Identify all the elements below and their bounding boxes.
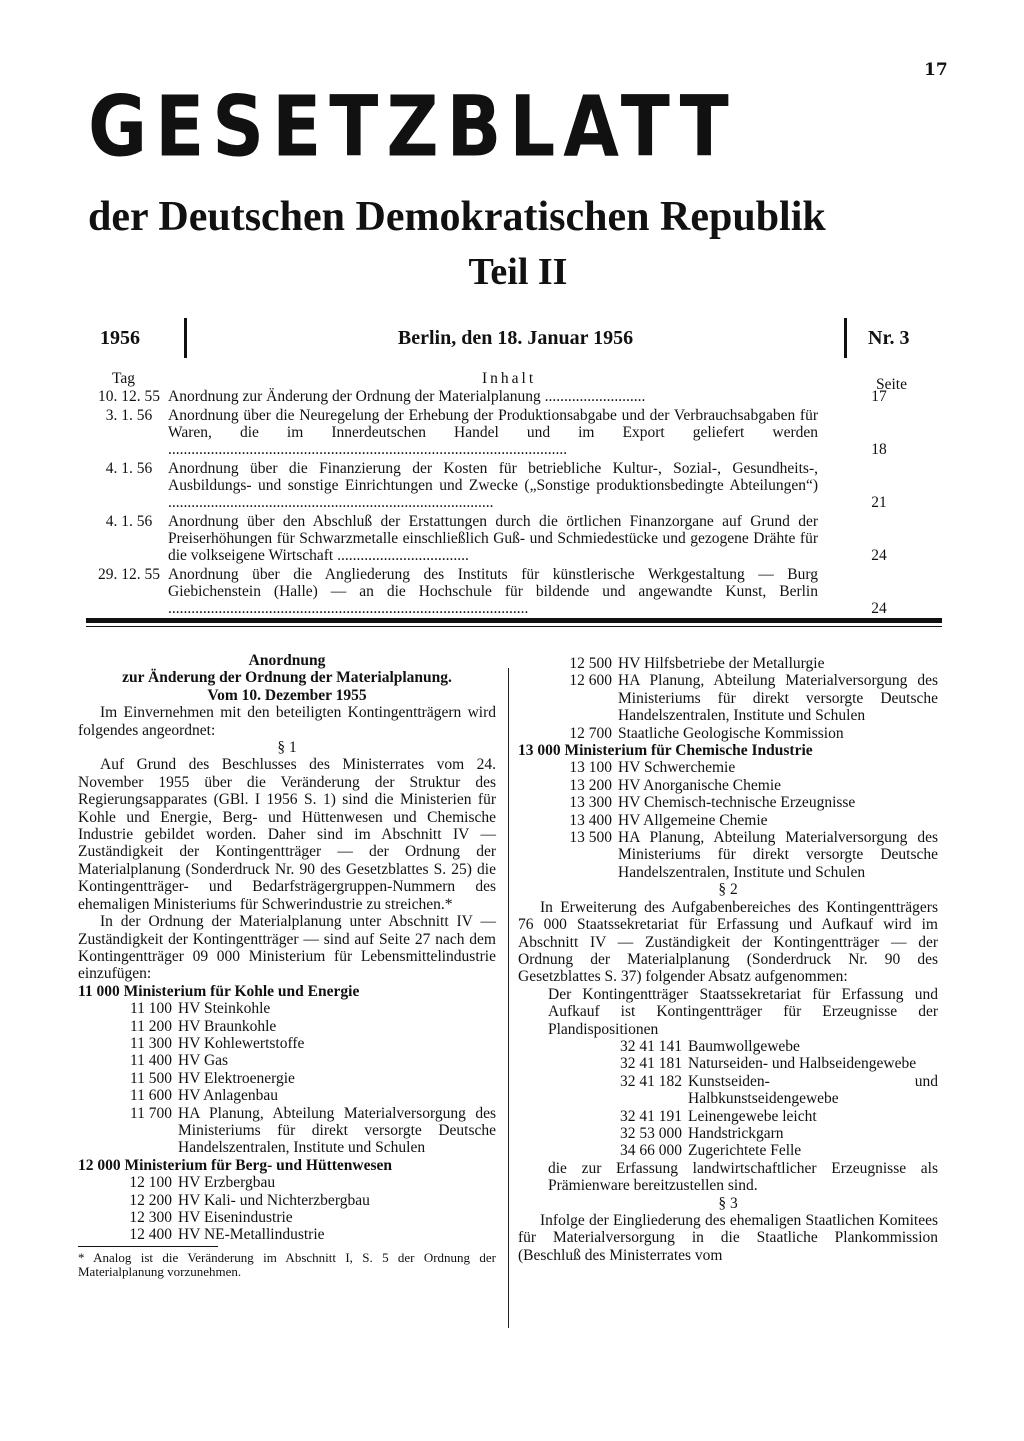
- list-item: [78, 1192, 496, 1209]
- sublist: [78, 1174, 496, 1244]
- divider-rule: [86, 618, 942, 623]
- item-code: 11 100: [129, 1000, 172, 1018]
- item-text: Baumwollgewebe: [688, 1037, 800, 1055]
- toc-item: [90, 513, 940, 564]
- item-code: 11 500: [129, 1069, 172, 1087]
- list-item: [78, 1000, 496, 1017]
- toc-date: 4. 1. 56: [105, 460, 153, 477]
- list-item: [518, 1055, 938, 1072]
- item-text: Leinengewebe leicht: [688, 1107, 817, 1125]
- ministry-name: Ministerium für Kohle und Energie: [123, 982, 360, 1000]
- ministry-heading: [518, 742, 938, 759]
- page-number: 17: [924, 60, 948, 80]
- masthead-subtitle: der Deutschen Demokratischen Republik: [88, 194, 826, 240]
- paragraph: Im Einvernehmen mit den beteiligten Kontingentträgern wird folgendes angeordnet:: [78, 704, 496, 739]
- item-code: 12 100: [129, 1174, 172, 1192]
- goods-list: [518, 1038, 938, 1160]
- item-code: 32 41 141: [620, 1037, 682, 1055]
- list-item: [78, 1105, 496, 1157]
- toc-page: 17: [871, 388, 887, 405]
- item-text: HV Kali- und Nichterzbergbau: [178, 1191, 370, 1209]
- issue-number: Nr. 3: [868, 327, 910, 349]
- toc-list: [90, 388, 940, 617]
- toc-page: 24: [871, 547, 887, 564]
- item-code: 12 600: [569, 672, 612, 690]
- list-item: [518, 812, 938, 829]
- item-code: 13 200: [569, 776, 612, 794]
- item-text: HV Anorganische Chemie: [618, 776, 782, 794]
- footnote-rule: [78, 1246, 218, 1247]
- item-code: 12 500: [569, 655, 612, 672]
- item-code: 13 500: [569, 829, 612, 847]
- item-text: HA Planung, Abteilung Materialversorgung des Ministeriums für direkt versorgte Deutsche Handelszentralen, Institute und Schulen: [178, 1104, 496, 1157]
- sublist: [518, 759, 938, 881]
- item-text: Naturseiden- und Halbseidengewebe: [688, 1055, 917, 1073]
- toc-col-seite: Seite: [876, 376, 907, 393]
- item-code: 32 41 191: [620, 1107, 682, 1125]
- item-text: HV Allgemeine Chemie: [618, 811, 768, 829]
- item-code: 34 66 000: [620, 1142, 682, 1160]
- column-rule: [508, 668, 509, 1328]
- list-item: [78, 1174, 496, 1191]
- item-code: 13 300: [569, 794, 612, 812]
- list-item: [518, 1142, 938, 1159]
- toc-date: 3. 1. 56: [105, 407, 153, 424]
- item-code: 12 200: [129, 1191, 172, 1209]
- item-code: 11 600: [129, 1087, 172, 1105]
- list-item: [518, 759, 938, 776]
- list-item: [78, 1070, 496, 1087]
- item-text: HA Planung, Abteilung Materialversorgung des Ministeriums für direkt versorgte Deutsche Handelszentralen, Institute und Schulen: [618, 672, 938, 725]
- issue-bar: [86, 318, 942, 358]
- list-item: [518, 777, 938, 794]
- section-heading: § 1: [277, 739, 297, 757]
- item-code: 12 400: [129, 1226, 172, 1244]
- item-code: 13 100: [569, 759, 612, 777]
- toc-col-tag: Tag: [112, 370, 136, 387]
- paragraph: In der Ordnung der Materialplanung unter Abschnitt IV — Zuständigkeit der Kontingentträger — sind auf Seite 27 nach dem Kontingentträger 09 000 Ministerium für Lebensmittelindustrie einzufügen:: [78, 913, 496, 983]
- article-title: Anordnung: [248, 652, 326, 669]
- toc-item: [90, 407, 940, 458]
- item-code: 12 700: [569, 724, 612, 742]
- item-text: Zugerichtete Felle: [688, 1142, 802, 1160]
- item-code: 32 41 182: [620, 1072, 682, 1090]
- part-label: Teil II: [468, 251, 568, 293]
- toc-text: Anordnung über die Finanzierung der Kosten für betriebliche Kultur-, Sozial-, Gesundheits-, Ausbildungs- und sonstige Einrichtungen und Zwecke („Sonstige produktionsbedingte Abteilungen“) ....................................................................................: [168, 460, 818, 511]
- sublist: [78, 1000, 496, 1157]
- item-code: 11 700: [129, 1104, 172, 1122]
- item-code: 32 53 000: [620, 1124, 682, 1142]
- toc-page: 24: [871, 600, 887, 617]
- section-heading: § 3: [718, 1194, 738, 1212]
- toc-header: [90, 368, 940, 393]
- list-item: [518, 725, 938, 742]
- list-item: [518, 655, 938, 672]
- toc-item: [90, 566, 940, 617]
- list-item: [518, 672, 938, 724]
- table-of-contents: [90, 368, 940, 619]
- toc-item: [90, 388, 940, 405]
- article-date: Vom 10. Dezember 1955: [207, 686, 367, 704]
- column-left: [78, 652, 496, 1279]
- list-item: [518, 1073, 938, 1108]
- list-item: [78, 1035, 496, 1052]
- footnote: * Analog ist die Veränderung im Abschnitt I, S. 5 der Ordnung der Materialplanung vorzunehmen.: [78, 1249, 496, 1279]
- item-code: 12 300: [129, 1209, 172, 1226]
- toc-page: 18: [871, 441, 887, 458]
- toc-text: Anordnung über den Abschluß der Erstattungen durch die örtlichen Finanzorgane auf Grund der Preiserhöhungen für Schwarzmetalle einschließlich Guß- und Schmiedestücke und gezogene Drähte für die volkseigene Wirtschaft ..................................: [168, 513, 818, 564]
- column-right: [518, 655, 938, 1264]
- item-text: HV Braunkohle: [178, 1017, 277, 1035]
- list-item: [518, 1108, 938, 1125]
- issue-year: 1956: [100, 327, 140, 349]
- item-code: 11 300: [129, 1034, 172, 1052]
- quote-end: die zur Erfassung landwirtschaftlicher Erzeugnisse als Prämienware bereitzustellen sind.: [548, 1159, 938, 1195]
- list-item: [518, 1125, 938, 1142]
- item-code: 13 400: [569, 811, 612, 829]
- article-subtitle: zur Änderung der Ordnung der Materialplanung.: [122, 669, 452, 687]
- toc-page: 21: [871, 494, 887, 511]
- quote-block: Der Kontingentträger Staatssekretariat für Erfassung und Aufkauf ist Kontingentträger für Erzeugnisse der Plandispositionen: [548, 985, 938, 1038]
- list-item: [518, 794, 938, 811]
- issue-place-date: Berlin, den 18. Januar 1956: [397, 327, 634, 349]
- item-code: 11 200: [129, 1017, 172, 1035]
- ministry-name: Ministerium für Berg- und Hüttenwesen: [124, 1156, 393, 1174]
- item-text: HV Steinkohle: [178, 1000, 271, 1018]
- toc-text: Anordnung über die Angliederung des Instituts für künstlerische Werkgestaltung — Burg Giebichenstein (Halle) — an die Hochschule für bildende und angewandte Kunst, Berlin .............................................................................................: [168, 566, 818, 617]
- ministry-code: 13 000: [518, 742, 561, 760]
- list-item: [78, 1052, 496, 1069]
- item-text: HV Chemisch-technische Erzeugnisse: [618, 794, 856, 812]
- item-text: HV Gas: [178, 1052, 229, 1070]
- divider-rule: [86, 626, 942, 627]
- paragraph: Infolge der Eingliederung des ehemaligen Staatlichen Komitees für Materialversorgung in die Staatliche Plankommission (Beschluß des Ministerrates vom: [518, 1212, 938, 1264]
- ministry-heading: [78, 1157, 496, 1174]
- item-text: HV Eisenindustrie: [178, 1209, 293, 1226]
- masthead-title: GESETZBLATT: [88, 77, 737, 176]
- item-text: HV Erzbergbau: [178, 1174, 276, 1192]
- list-item: [518, 829, 938, 881]
- ministry-code: 11 000: [78, 982, 120, 1000]
- ministry-name: Ministerium für Chemische Industrie: [564, 742, 813, 760]
- item-text: HV Schwerchemie: [618, 759, 736, 777]
- issue-divider: [844, 318, 847, 358]
- toc-date: 10. 12. 55: [98, 388, 160, 405]
- item-text: HA Planung, Abteilung Materialversorgung des Ministeriums für direkt versorgte Deutsche Handelszentralen, Institute und Schulen: [618, 829, 938, 881]
- paragraph: Auf Grund des Beschlusses des Ministerrates vom 24. November 1955 über die Veränderung der Struktur des Regierungsapparates (GBl. I 1956 S. 1) sind die Ministerien für Kohle und Energie, Berg- und Hüttenwesen und Chemische Industrie gebildet worden. Daher sind im Abschnitt IV — Zuständigkeit der Kontingentträger — der Ordnung der Materialplanung (Sonderdruck Nr. 90 des Gesetzblattes S. 25) die Kontingentträger- und Bedarfsträgergruppen-Nummern des ehemaligen Ministeriums für Schwerindustrie zu streichen.*: [78, 756, 496, 913]
- item-text: Handstrickgarn: [688, 1124, 784, 1142]
- list-item: [78, 1018, 496, 1035]
- sublist: [518, 655, 938, 742]
- list-item: [78, 1209, 496, 1226]
- item-code: 32 41 181: [620, 1055, 682, 1073]
- toc-date: 29. 12. 55: [98, 566, 160, 583]
- list-item: [78, 1226, 496, 1243]
- toc-date: 4. 1. 56: [105, 513, 153, 530]
- list-item: [518, 1038, 938, 1055]
- item-text: HV Hilfsbetriebe der Metallurgie: [618, 655, 825, 672]
- toc-text: Anordnung über die Neuregelung der Erhebung der Produktionsabgabe und der Verbrauchsabgaben für Waren, die im Innerdeutschen Handel und im Export geliefert werden .......................................................................................................: [168, 407, 818, 458]
- paragraph: In Erweiterung des Aufgabenbereiches des Kontingentträgers 76 000 Staatssekretariat für Erfassung und Aufkauf wird im Abschnitt IV — Zuständigkeit der Kontingentträger — der Ordnung der Materialplanung (Sonderdruck Nr. 90 des Gesetzblattes S. 37) folgender Absatz aufgenommen:: [518, 898, 938, 986]
- item-text: Kunstseiden- und Halbkunstseidengewebe: [688, 1072, 938, 1108]
- ministry-heading: [78, 983, 496, 1000]
- item-text: HV Kohlewertstoffe: [178, 1034, 305, 1052]
- item-text: HV Elektroenergie: [178, 1069, 295, 1087]
- toc-col-inhalt: Inhalt: [482, 370, 537, 387]
- list-item: [78, 1087, 496, 1104]
- toc-text: Anordnung zur Änderung der Ordnung der Materialplanung ..........................: [168, 388, 646, 405]
- item-text: HV NE-Metallindustrie: [178, 1226, 325, 1244]
- item-code: 11 400: [129, 1052, 172, 1070]
- toc-item: [90, 460, 940, 511]
- section-heading: § 2: [718, 881, 738, 899]
- ministry-code: 12 000: [78, 1156, 121, 1174]
- item-text: HV Anlagenbau: [178, 1087, 279, 1105]
- item-text: Staatliche Geologische Kommission: [618, 724, 844, 742]
